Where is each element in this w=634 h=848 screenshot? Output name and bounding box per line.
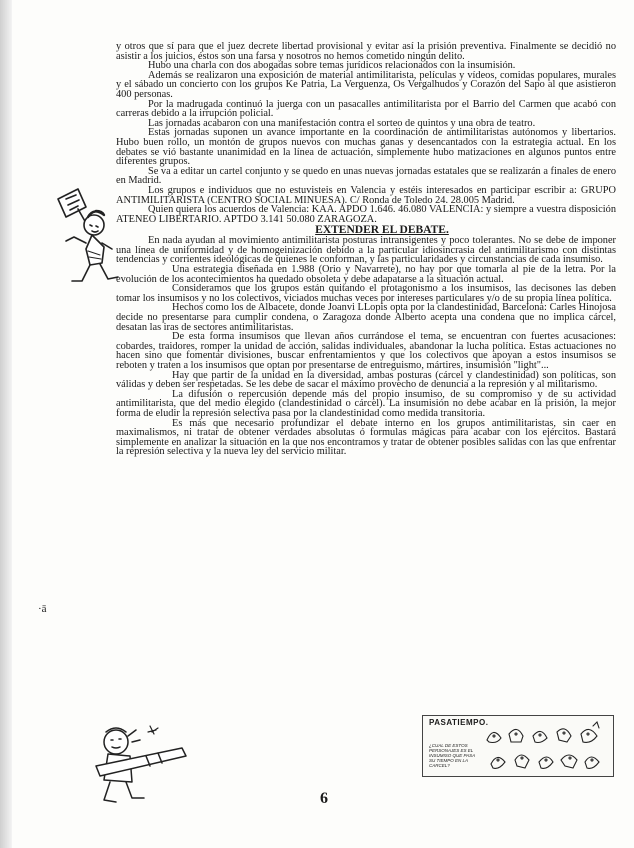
pasatiempo-caption: ¿CUAL DE ESTOS PERSONAJES ES EL INSUMISO QUE PASA SU TIEMPO EN LA CARCEL? [429, 743, 476, 768]
article-column [116, 42, 616, 457]
paragraph: y otros que sí para que el juez decrete libertad provisional y evitar así la prisión preventiva. Finalmente se decidió no asistir a los juicios, éstos son una farsa y nosotros no hemos cometido ningún delito. [116, 41, 616, 62]
paragraph: Hechos como los de Albacete, donde Joanvi LLopis opta por la clandestinidad, Barcelona: Carles Hinojosa decide no presentarse para cumplir condena, o Zaragoza donde Alberto acepta una condena que no implica cárcel, desatan las iras de sectores antimilitaristas. [116, 302, 616, 333]
soldier-with-baton-cartoon [86, 722, 196, 810]
paragraph: Es más que necesario profundizar el debate interno en los grupos antimilitaristas, sin caer en maximalismos, ni tratar de obtener verdades absolutas ó formulas mágicas para acabar con los ejércitos. Bastará simplemente en analizar la situación en la que nos encontramos y tratar de obtener posibles salidas con las que enfrentar la represión selectiva y la nueva ley del servicio militar. [116, 417, 616, 458]
faces-puzzle-illustration [481, 720, 609, 772]
paragraph: Los grupos e individuos que no estuvisteis en Valencia y estéis interesados en participar escribir a: GRUPO ANTIMILITARISTA (CENTRO SOCIAL MINUESA). C/ Ronda de Toledo 24. 28.005 Madrid. [116, 184, 616, 206]
binding-shadow [0, 0, 12, 848]
paragraph: Además se realizaron una exposición de material antimilitarista, películas y vídeos, comidas populares, murales y el sábado un concierto con los grupos Ke Patria, La Verguenza, Os Vergalhudos y Corazón del Sapo al que asistieron 400 personas. [116, 69, 616, 100]
paragraph: La difusión o repercusión depende más del propio insumiso, de su compromiso y de su actividad antimilitarista, que del medio elegido (clandestinidad o cárcel). La insumisión no debe acabar en la prisión, la mejor forma de eludir la represión selectiva pasa por la clandestinidad como medida transitoria. [116, 388, 616, 419]
paragraph: Hubo una charla con dos abogadas sobre temas jurídicos relacionados con la insumisión. [148, 60, 516, 72]
pasatiempo-box [422, 715, 614, 777]
paragraph: Una estrategia diseñada en 1.988 (Orio y Navarrete), no hay por que tomarla al pie de la letra. Por la evolución de los acontecimientos ha quedado obsoleta y debe adapatarse a la situación actual. [116, 264, 616, 285]
paragraph: Estas jornadas suponen un avance importante en la coordinación de antimilitaristas autónomos y libertarios. Hubo buen rollo, un montón de grupos nuevos con muchas ganas y desencantados con la estrategia actual. En los debates se vió bastante unanimidad en la línea de actuación, simplemente hubo matizaciones en algunos puntos entre diferentes grupos. [116, 127, 616, 168]
margin-mark: ·ā [38, 603, 47, 615]
pasatiempo-title: PASATIEMPO. [429, 718, 489, 727]
paragraph: Consideramos que los grupos están quitando el protagonismo a los insumisos, las decisones las deben tomar los insumisos y no los colectivos, viciados muchas veces por intereses particulares y/o de su propia línea política. [116, 283, 616, 304]
paragraph: Las jornadas acabaron con una manifestación contra el sorteo de quintos y una obra de teatro. [148, 117, 536, 129]
running-person-cartoon [52, 185, 122, 295]
paragraph: Se va a editar un cartel conjunto y se quedo en unas nuevas jornadas estatales que se realizarán a finales de enero en Madrid. [116, 165, 616, 187]
page-number: 6 [320, 790, 328, 807]
paragraph: Por la madrugada continuó la juerga con un pasacalles antimilitarista por el Barrio del Carmen que acabó con carreras debido a la irrupción policial. [116, 98, 616, 120]
paragraph: De esta forma insumisos que llevan años currándose el tema, se encuentran con fuertes acusaciones: cobardes, traidores, romper la unidad de acción, salidas individuales, abandonar la lucha política. Estas actuaciones no hacen sino que fomentar divisiones, buscar enfrentamientos y que los colectivos que apoyan a estos insumisos se reboten y traten a los insumisos que optan por presentarse de entreguismo, mártires, insumisión "light"... [116, 331, 616, 371]
paragraph: En nada ayudan al movimiento antimilitarista posturas intransigentes y poco tolerantes. No se debe de imponer una línea de uniformidad y de homogeinización debido a la particular idiosincrasia del antimilitarismo con distintas tendencias y corrientes ideológicas de quienes le conforman, y las particularidades y circunstancias de cada insumiso. [116, 235, 616, 266]
paragraph: Hay que partir de la unidad en la diversidad, ambas posturas (cárcel y clandestinidad) son políticas, son válidas y deben ser respetadas. Se les debe de sacar el máximo provecho de denuncia a la represión y al militarismo. [116, 369, 616, 391]
paragraph: Quien quiera los acuerdos de Valencia: KAA. APDO 1.646. 46.080 VALENCIA: y siempre a vuestra disposición ATENEO LIBERTARIO. APTDO 3.141 50.080 ZARAGOZA. [116, 204, 616, 225]
section-heading: EXTENDER EL DEBATE. [315, 224, 449, 237]
